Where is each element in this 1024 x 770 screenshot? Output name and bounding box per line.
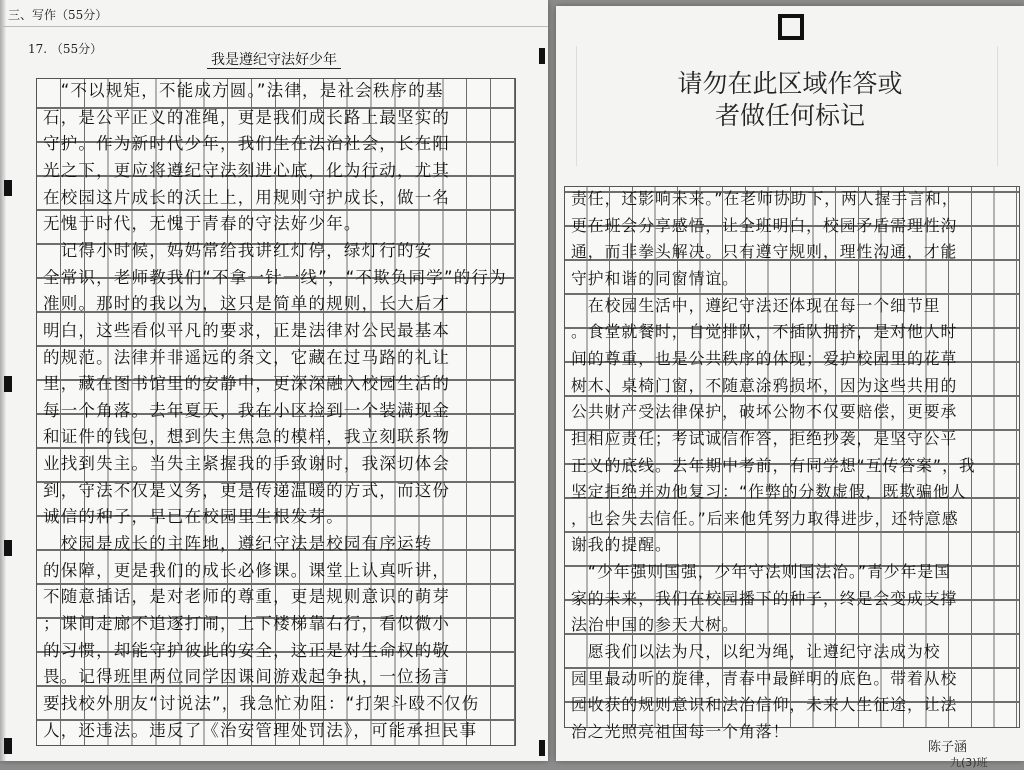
essay-line: 诚信的种子，早已在校园里生根发芽。 xyxy=(43,507,344,527)
essay-line: 责任，还影响未来。”在老师协助下，两人握手言和， xyxy=(571,189,959,208)
essay-line: 谢我的提醒。 xyxy=(571,535,672,555)
essay-line: 坚定拒绝并劝他复习：“作弊的分数虚假，既欺骗他人 xyxy=(571,482,967,502)
essay-line: 守护。作为新时代少年，我们生在法治社会，长在阳 xyxy=(43,134,451,154)
essay-line: 和证件的钱包，想到失主焦急的模样，我立刻联系物 xyxy=(43,427,451,447)
essay-line: 园收获的规则意识和法治信仰，未来人生征途，让法 xyxy=(571,695,958,715)
essay-line: 无愧于时代，无愧于青春的守法好少年。 xyxy=(43,214,362,234)
essay-line: “少年强则国强，少年守法则国法治。”青少年是国 xyxy=(571,562,951,582)
essay-line: 间的尊重，也是公共秩序的体现；爱护校园里的花草 xyxy=(571,348,958,368)
essay-line: 法治中国的参天大树。 xyxy=(571,615,739,635)
essay-line: 人，还违法。违反了《治安管理处罚法》，可能承担民事 xyxy=(43,720,478,740)
essay-line: ；课间走廊不追逐打闹，上下楼梯靠右行，看似微小 xyxy=(43,614,451,633)
question-number: 17. （55分） xyxy=(28,42,103,56)
essay-writing-grid-left xyxy=(36,78,516,746)
essay-line: ，也会失去信任。”后来他凭努力取得进步，还特意感 xyxy=(571,508,959,528)
header-divider xyxy=(0,26,548,27)
no-mark-notice-line-1: 请勿在此区域作答或 xyxy=(677,69,903,98)
registration-mark xyxy=(4,738,12,754)
essay-line: 准则。那时的我以为，这只是简单的规则，长大后才 xyxy=(43,294,451,314)
essay-line: 正义的底线。去年期中考前，有同学想“互传答案”，我 xyxy=(571,455,976,475)
essay-line: “不以规矩，不能成方圆。”法律，是社会秩序的基 xyxy=(43,81,444,100)
essay-title-wrap xyxy=(0,49,548,69)
registration-mark xyxy=(539,48,545,64)
essay-line: 。食堂就餐时，自觉排队，不插队拥挤，是对他人时 xyxy=(571,322,958,342)
essay-line: 担相应责任；考试诚信作答，拒绝抄袭，是坚守公平 xyxy=(571,428,958,448)
essay-line: 守护和谐的同窗情谊。 xyxy=(571,268,739,288)
essay-line: 更在班会分享感悟，让全班明白，校园矛盾需理性沟 xyxy=(571,215,958,235)
essay-line: 在校园生活中，遵纪守法还体现在每一个细节里 xyxy=(571,295,941,315)
essay-line: 的规范。法律并非遥远的条文，它藏在过马路的礼让 xyxy=(43,347,451,367)
essay-line: 不随意插话，是对老师的尊重，更是规则意识的萌芽 xyxy=(43,587,451,607)
student-signature: 陈子涵 xyxy=(928,740,968,755)
no-mark-notice-line-2: 者做任何标记 xyxy=(714,101,865,130)
essay-line: 公共财产受法律保护，破坏公物不仅要赔偿，更要承 xyxy=(571,402,958,422)
essay-writing-grid-right xyxy=(564,186,1020,741)
essay-line: 到，守法不仅是义务，更是传递温暖的方式，而这份 xyxy=(43,480,451,500)
essay-line: 每一个角落。去年夏天，我在小区捡到一个装满现金 xyxy=(43,400,451,420)
student-class: 九(3)班 xyxy=(950,756,988,769)
essay-line: 治之光照亮祖国每一个角落！ xyxy=(571,722,790,741)
essay-line: 家的未来，我们在校园播下的种子，终是会变成支撑 xyxy=(571,588,958,608)
essay-title: 我是遵纪守法好少年 xyxy=(207,52,341,69)
essay-line: 树木、桌椅门窗，不随意涂鸦损坏，因为这些共用的 xyxy=(571,375,958,395)
no-mark-notice xyxy=(556,68,1024,132)
essay-line: 畏。记得班里两位同学因课间游戏起争执，一位扬言 xyxy=(43,667,451,687)
essay-line: 石，是公平正义的准绳，更是我们成长路上最坚实的 xyxy=(43,107,451,127)
registration-mark xyxy=(4,376,12,392)
essay-line: 校园是成长的主阵地，遵纪守法是校园有序运转 xyxy=(43,534,433,554)
essay-line: 业找到失主。当失主紧握我的手致谢时，我深切体会 xyxy=(43,454,451,474)
essay-line: 光之下，更应将遵纪守法刻进心底，化为行动，尤其 xyxy=(43,160,451,180)
essay-line: 明白，这些看似平凡的要求，正是法律对公民最基本 xyxy=(43,320,451,340)
essay-line: 园里最动听的旋律，青春中最鲜明的底色。带着从校 xyxy=(571,668,958,688)
essay-line: 记得小时候，妈妈常给我讲红灯停，绿灯行的安 xyxy=(43,240,433,260)
right-answer-sheet xyxy=(556,6,1024,769)
essay-line: 愿我们以法为尺，以纪为绳，让遵纪守法成为校 xyxy=(571,642,941,662)
essay-line: 在校园这片成长的沃土上，用规则守护成长，做一名 xyxy=(43,187,451,207)
registration-mark xyxy=(539,740,545,756)
essay-line: 的习惯，却能守护彼此的安全，这正是对生命权的敬 xyxy=(43,640,451,660)
essay-line: 里，藏在图书馆里的安静中，更深深融入校园生活的 xyxy=(43,374,451,394)
essay-line: 的保障，更是我们的成长必修课。课堂上认真听讲， xyxy=(43,560,451,580)
essay-line: 通，而非拳头解决。只有遵守规则，理性沟通，才能 xyxy=(571,242,958,262)
registration-square-mark xyxy=(778,14,804,40)
essay-line: 要找校外朋友“讨说法”，我急忙劝阻：“打架斗殴不仅伤 xyxy=(43,693,480,713)
registration-mark xyxy=(4,180,12,196)
registration-mark xyxy=(4,540,12,556)
section-header: 三、写作（55分） xyxy=(8,8,108,22)
essay-line: 全常识，老师教我们“不拿一针一线”，“不欺负同学”的行为 xyxy=(43,267,507,287)
